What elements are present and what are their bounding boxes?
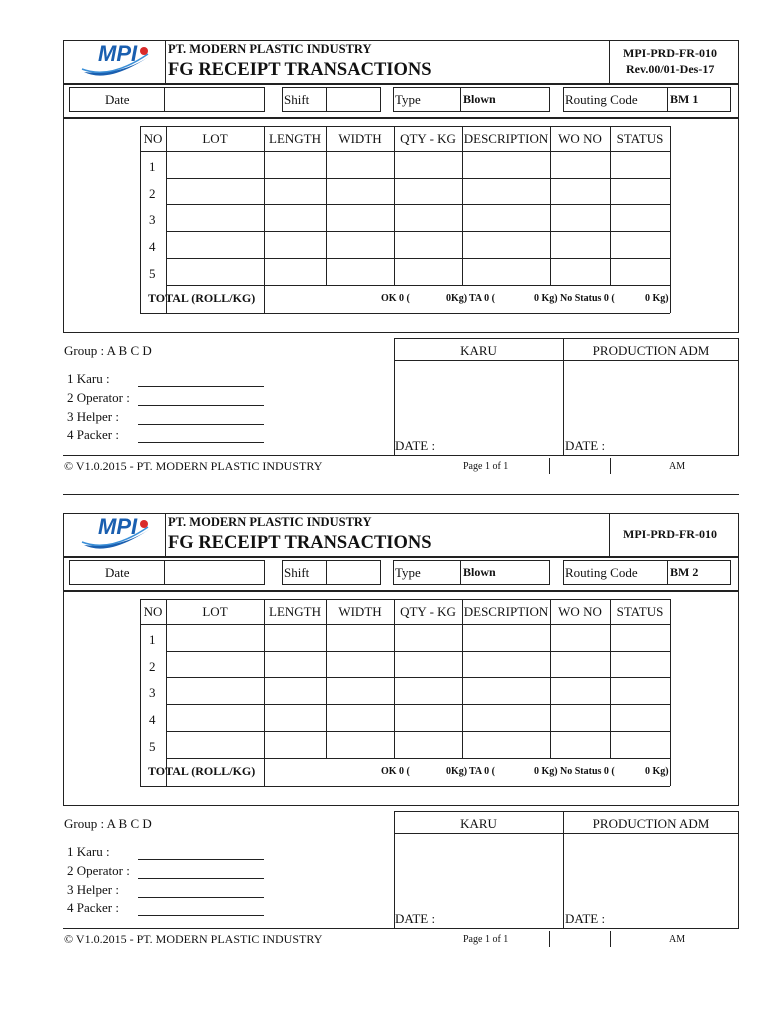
row-number: 2: [149, 185, 156, 201]
shift-label: Shift: [284, 92, 310, 107]
col-header-no: NO: [143, 604, 163, 619]
karu-date: DATE :: [395, 911, 436, 926]
crew-label: 4 Packer :: [67, 427, 119, 443]
shift-input[interactable]: [326, 87, 381, 112]
karu-heading: KARU: [460, 343, 497, 358]
col-header-no: NO: [143, 131, 163, 146]
col-header-wo-no: WO NO: [558, 604, 602, 619]
footer-copyright: © V1.0.2015 - PT. MODERN PLASTIC INDUSTRY: [64, 932, 323, 946]
table-row[interactable]: [140, 178, 670, 205]
total-nostatus-kg: 0 Kg): [645, 765, 669, 777]
table-line: [140, 313, 670, 314]
col-header-qty-kg: QTY - KG: [400, 604, 456, 619]
table-line: [140, 126, 670, 127]
date-label: Date: [105, 92, 130, 107]
crew-signature-line[interactable]: [138, 859, 264, 860]
logo-text: MPI: [98, 41, 138, 66]
crew-label: 2 Operator :: [67, 862, 130, 878]
routing-divider: [667, 87, 668, 112]
footer-divider: [549, 931, 550, 947]
sign-line: [394, 338, 739, 339]
routing-label: Routing Code: [565, 565, 638, 580]
crew-signature-line[interactable]: [138, 897, 264, 898]
type-value: Blown: [463, 565, 496, 579]
type-label: Type: [395, 565, 421, 580]
type-divider: [460, 87, 461, 112]
table-line: [140, 599, 670, 600]
karu-heading: KARU: [460, 816, 497, 831]
crew-signature-line[interactable]: [138, 424, 264, 425]
crew-label: 3 Helper :: [67, 408, 119, 424]
footer-page: Page 1 of 1: [463, 461, 509, 472]
table-line: [140, 786, 670, 787]
company-name: PT. MODERN PLASTIC INDUSTRY: [168, 515, 372, 529]
col-header-wo-no: WO NO: [558, 131, 602, 146]
production-adm-heading: PRODUCTION ADM: [592, 816, 710, 831]
footer-page: Page 1 of 1: [463, 934, 509, 945]
form-title: FG RECEIPT TRANSACTIONS: [168, 533, 432, 553]
total-ok-kg: 0Kg): [446, 765, 468, 777]
total-label: TOTAL (ROLL/KG): [148, 763, 256, 778]
production-adm-heading: PRODUCTION ADM: [592, 343, 710, 358]
total-ta: TA 0 (: [469, 292, 495, 304]
routing-divider: [667, 560, 668, 585]
header-divider: [165, 40, 166, 84]
table-row[interactable]: [140, 624, 670, 651]
row-number: 3: [149, 685, 156, 701]
row-number: 4: [149, 239, 156, 255]
company-name: PT. MODERN PLASTIC INDUSTRY: [168, 42, 372, 56]
row-number: 5: [149, 265, 156, 281]
company-logo: [80, 42, 156, 82]
table-row[interactable]: [140, 231, 670, 258]
table-row[interactable]: [140, 651, 670, 678]
crew-label: 1 Karu :: [67, 371, 110, 386]
total-label: TOTAL (ROLL/KG): [148, 290, 256, 305]
footer-divider: [549, 458, 550, 474]
col-header-status: STATUS: [616, 604, 664, 619]
table-row-line: [166, 285, 670, 286]
group-label: Group : A B C D: [64, 343, 152, 358]
type-label: Type: [395, 92, 421, 107]
table-row[interactable]: [140, 204, 670, 231]
total-nostatus: No Status 0 (: [560, 292, 615, 304]
row-number: 1: [149, 159, 156, 174]
production-adm-date: DATE :: [565, 911, 606, 926]
col-header-description: DESCRIPTION: [463, 131, 549, 146]
total-nostatus-kg: 0 Kg): [645, 292, 669, 304]
row-number: 3: [149, 212, 156, 228]
date-input[interactable]: [164, 560, 265, 585]
crew-label: 1 Karu :: [67, 844, 110, 859]
crew-label: 3 Helper :: [67, 881, 119, 897]
row-number: 4: [149, 712, 156, 728]
table-row[interactable]: [140, 731, 670, 758]
crew-signature-line[interactable]: [138, 442, 264, 443]
table-row[interactable]: [140, 258, 670, 285]
date-input[interactable]: [164, 87, 265, 112]
total-ta: TA 0 (: [469, 765, 495, 777]
row-number: 5: [149, 738, 156, 754]
footer-ampm: AM: [669, 934, 686, 945]
header-divider: [165, 513, 166, 557]
header-divider: [609, 513, 610, 557]
table-col-line: [670, 599, 671, 786]
col-header-lot: LOT: [202, 131, 228, 146]
total-ok-kg: 0Kg): [446, 292, 468, 304]
doc-code: MPI-PRD-FR-010: [623, 527, 717, 541]
doc-code: MPI-PRD-FR-010: [623, 46, 717, 60]
routing-code-value: BM 2: [670, 565, 699, 579]
sign-bottom-line: [63, 928, 739, 929]
table-row[interactable]: [140, 677, 670, 704]
company-logo: [80, 515, 156, 555]
sign-line: [394, 811, 739, 812]
total-ok: OK 0 (: [381, 292, 410, 304]
total-nostatus: No Status 0 (: [560, 765, 615, 777]
group-label: Group : A B C D: [64, 816, 152, 831]
crew-signature-line[interactable]: [138, 386, 264, 387]
production-adm-date: DATE :: [565, 438, 606, 453]
fg-receipt-form: [0, 40, 768, 500]
table-row[interactable]: [140, 151, 670, 178]
col-header-description: DESCRIPTION: [463, 604, 549, 619]
col-header-width: WIDTH: [338, 131, 382, 146]
date-label: Date: [105, 565, 130, 580]
total-ok: OK 0 (: [381, 765, 410, 777]
total-ta-kg: 0 Kg): [534, 292, 558, 304]
col-header-lot: LOT: [202, 604, 228, 619]
col-header-qty-kg: QTY - KG: [400, 131, 456, 146]
header-divider: [609, 40, 610, 84]
type-divider: [460, 560, 461, 585]
row-number: 1: [149, 632, 156, 647]
routing-label: Routing Code: [565, 92, 638, 107]
crew-signature-line[interactable]: [138, 878, 264, 879]
table-row-line: [166, 758, 670, 759]
footer-divider: [610, 458, 611, 474]
crew-signature-line[interactable]: [138, 915, 264, 916]
crew-signature-line[interactable]: [138, 405, 264, 406]
shift-label: Shift: [284, 565, 310, 580]
footer-copyright: © V1.0.2015 - PT. MODERN PLASTIC INDUSTRY: [64, 459, 323, 473]
col-header-length: LENGTH: [269, 131, 321, 146]
revision: Rev.00/01-Des-17: [626, 62, 715, 76]
row-number: 2: [149, 658, 156, 674]
total-ta-kg: 0 Kg): [534, 765, 558, 777]
type-value: Blown: [463, 92, 496, 106]
col-header-status: STATUS: [616, 131, 664, 146]
footer-divider: [610, 931, 611, 947]
table-col-line: [670, 126, 671, 313]
crew-label: 4 Packer :: [67, 900, 119, 916]
logo-text: MPI: [98, 514, 138, 539]
form-title: FG RECEIPT TRANSACTIONS: [168, 60, 432, 80]
karu-date: DATE :: [395, 438, 436, 453]
shift-input[interactable]: [326, 560, 381, 585]
col-header-width: WIDTH: [338, 604, 382, 619]
col-header-length: LENGTH: [269, 604, 321, 619]
table-row[interactable]: [140, 704, 670, 731]
fg-receipt-form: [0, 513, 768, 973]
routing-code-value: BM 1: [670, 92, 699, 106]
footer-ampm: AM: [669, 461, 686, 472]
form-separator: [63, 494, 739, 495]
crew-label: 2 Operator :: [67, 389, 130, 405]
sign-bottom-line: [63, 455, 739, 456]
